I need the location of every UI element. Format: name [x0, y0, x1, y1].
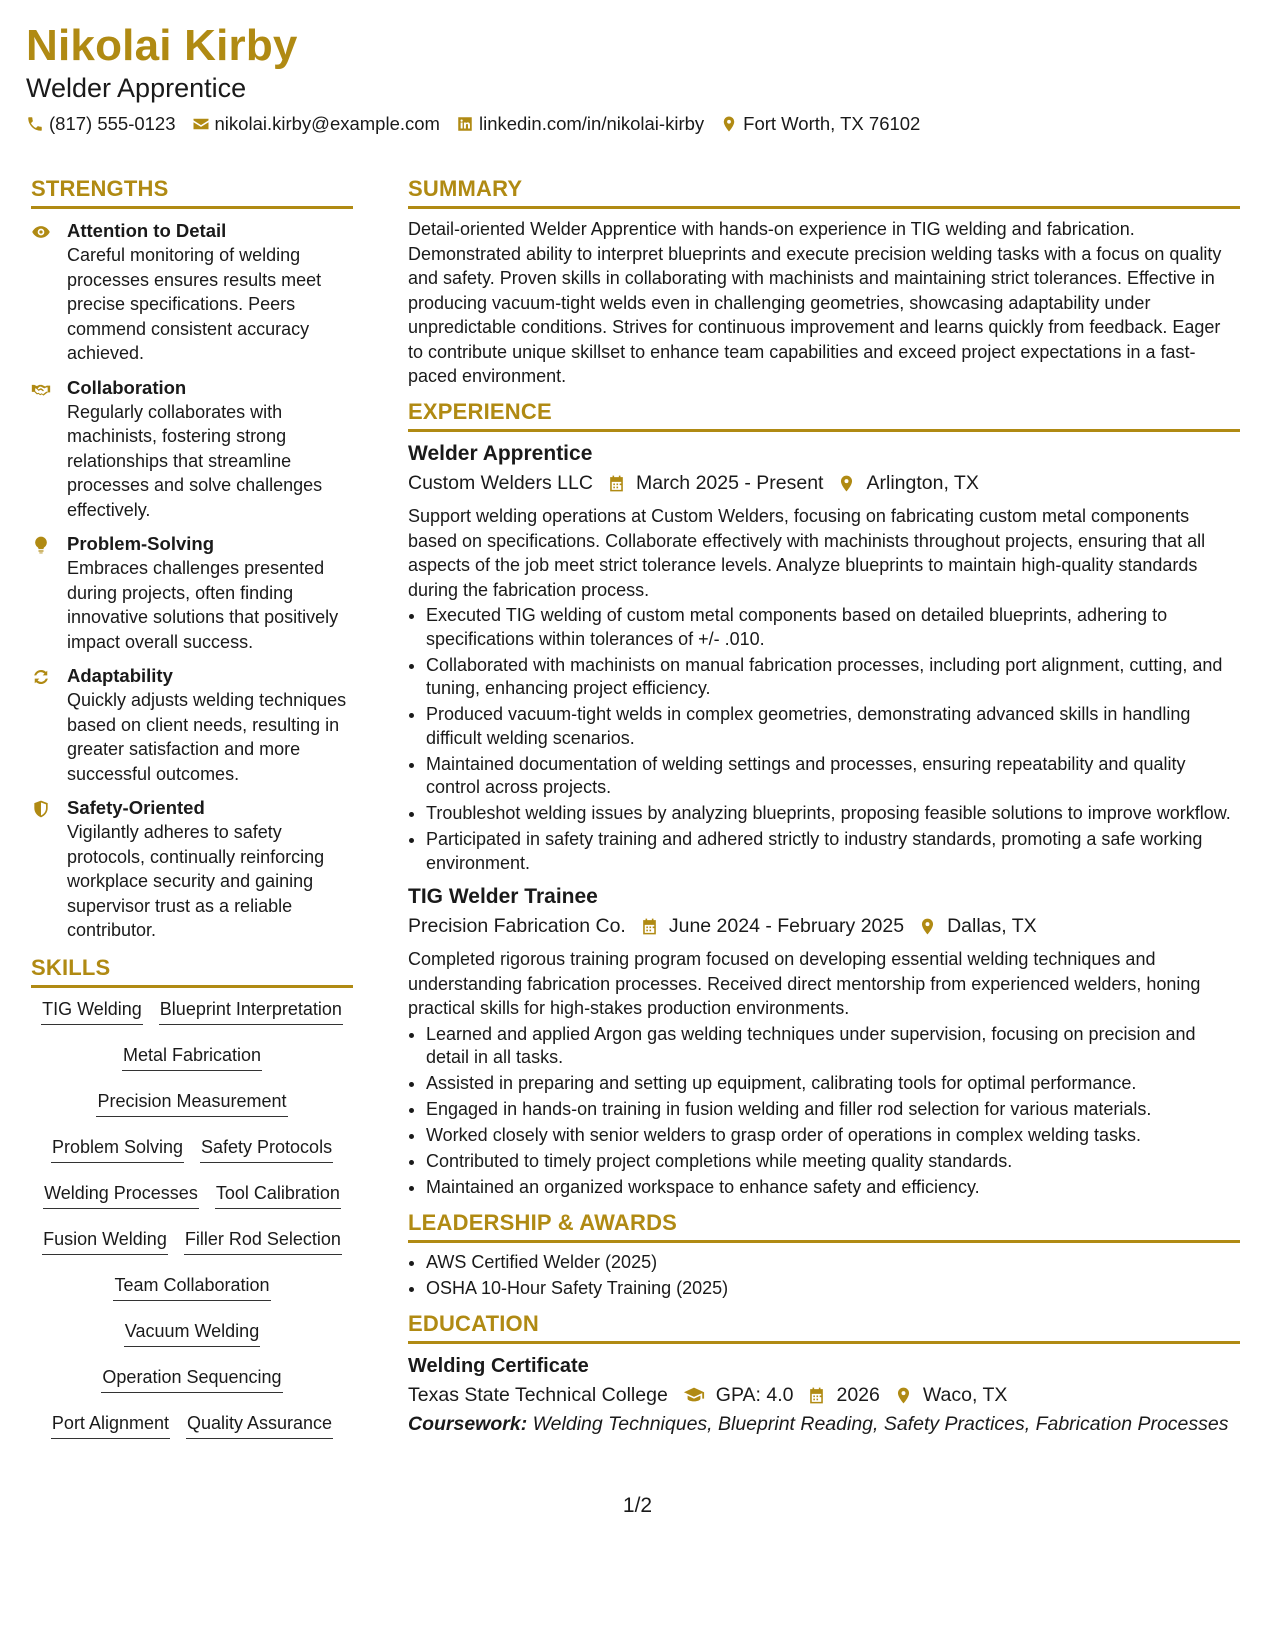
skill-tag: TIG Welding	[41, 998, 143, 1025]
strength-item	[31, 376, 353, 523]
education-heading: EDUCATION	[408, 1311, 1240, 1344]
job-meta	[408, 911, 1240, 941]
strength-item	[31, 664, 353, 786]
job-company: Precision Fabrication Co.	[408, 915, 626, 938]
edu-degree: Welding Certificate	[408, 1355, 589, 1378]
contact-bar	[26, 113, 936, 135]
skill-tag: Safety Protocols	[200, 1136, 333, 1163]
job-title: Welder Apprentice	[408, 442, 593, 466]
skill-tag: Tool Calibration	[215, 1182, 341, 1209]
job-dates: March 2025 - Present	[635, 472, 824, 495]
refresh-icon	[31, 667, 51, 687]
calendar-icon	[640, 917, 659, 936]
skills-heading: SKILLS	[31, 955, 353, 988]
skills-section	[31, 955, 353, 1458]
map-pin-icon	[720, 115, 738, 133]
map-pin-icon	[918, 917, 937, 936]
job-bullet: • Learned and applied Argon gas welding techniques under supervision, focusing on precision and detail in all tasks.	[426, 1023, 1240, 1070]
edu-year: 2026	[836, 1384, 880, 1407]
skill-tag: Vacuum Welding	[124, 1320, 260, 1347]
strength-desc: Quickly adjusts welding techniques based on client needs, resulting in greater satisfaction and more successful outcomes.	[67, 690, 347, 784]
coursework-text: Welding Techniques, Blueprint Reading, Safety Practices, Fabrication Processes	[532, 1413, 1229, 1436]
edu-school: Texas State Technical College	[408, 1384, 668, 1407]
skill-tag: Quality Assurance	[186, 1412, 333, 1439]
skill-tag: Metal Fabrication	[122, 1044, 262, 1071]
strength-title: Problem-Solving	[67, 533, 214, 555]
map-pin-icon	[837, 474, 856, 493]
skill-tag: Problem Solving	[51, 1136, 184, 1163]
summary-heading: SUMMARY	[408, 176, 1240, 209]
job-dates: June 2024 - February 2025	[668, 915, 905, 938]
contact-location	[720, 113, 920, 135]
edu-location: Waco, TX	[922, 1384, 1008, 1407]
strength-item	[31, 532, 353, 654]
leadership-section	[408, 1210, 1240, 1301]
right-column	[408, 176, 1240, 1436]
contact-email[interactable]	[192, 113, 440, 135]
edu-coursework	[408, 1412, 1240, 1436]
skill-tag: Fusion Welding	[42, 1228, 168, 1255]
strengths-section	[31, 176, 353, 943]
job-bullet: • Worked closely with senior welders to grasp order of operations in complex welding tasks.	[426, 1124, 1240, 1148]
skill-tag: Operation Sequencing	[101, 1366, 282, 1393]
job-bullet: • Participated in safety training and adhered strictly to industry standards, promoting a safe working environment.	[426, 828, 1240, 875]
job-entry	[408, 883, 1240, 1200]
job-location: Arlington, TX	[866, 472, 979, 495]
experience-heading: EXPERIENCE	[408, 399, 1240, 432]
coursework-label: Coursework:	[408, 1413, 528, 1436]
job-bullet: • Collaborated with machinists on manual fabrication processes, including port alignment, cutting, and tuning, enhancing project efficiency.	[426, 654, 1240, 701]
strengths-heading: STRENGTHS	[31, 176, 353, 209]
strength-title: Safety-Oriented	[67, 797, 205, 819]
skills-list	[31, 996, 353, 1458]
skill-tag: Port Alignment	[51, 1412, 170, 1439]
strength-title: Adaptability	[67, 665, 173, 687]
job-bullet: • Maintained an organized workspace to enhance safety and efficiency.	[426, 1176, 1240, 1200]
lightbulb-icon	[31, 535, 51, 555]
skill-tag: Team Collaboration	[113, 1274, 270, 1301]
skill-tag: Filler Rod Selection	[184, 1228, 342, 1255]
job-bullet: • Produced vacuum-tight welds in complex geometries, demonstrating advanced skills in handling difficult welding scenarios.	[426, 703, 1240, 750]
job-location: Dallas, TX	[947, 915, 1037, 938]
contact-phone[interactable]	[26, 113, 176, 135]
job-bullet: • Assisted in preparing and setting up equipment, calibrating tools for optimal performance.	[426, 1072, 1240, 1096]
candidate-role: Welder Apprentice	[26, 73, 247, 103]
summary-section	[408, 176, 1240, 389]
job-bullet: • Troubleshot welding issues by analyzing blueprints, proposing feasible solutions to improve workflow.	[426, 802, 1240, 826]
skill-tag: Precision Measurement	[96, 1090, 287, 1117]
awards-list	[408, 1251, 1240, 1301]
summary-text: Detail-oriented Welder Apprentice with hands-on experience in TIG welding and fabrication. Demonstrated ability to interpret blueprints and execute precision welding tasks with a focus on quality and safety. Proven skills in collaborating with machinists and maintaining strict tolerances. Effective in producing vacuum-tight welds even in challenging geometries, showcasing adaptability under unpredictable conditions. Strives for continuous improvement and learns quickly from feedback. Eager to contribute unique skillset to enhance team capabilities and exceed project expectations in a fast-paced environment.	[408, 219, 1222, 387]
edu-meta	[408, 1380, 1240, 1410]
strength-desc: Embraces challenges presented during projects, often finding innovative solutions that positively impact overall success.	[67, 558, 339, 652]
calendar-icon	[807, 1386, 826, 1405]
phone-icon	[26, 115, 44, 133]
shield-icon	[31, 799, 51, 819]
job-bullet: • Executed TIG welding of custom metal components based on detailed blueprints, adhering to specifications within tolerances of +/- .010.	[426, 604, 1240, 651]
job-company: Custom Welders LLC	[408, 472, 593, 495]
job-bullets	[408, 604, 1240, 875]
location-text: Fort Worth, TX 76102	[743, 113, 921, 134]
map-pin-icon	[894, 1386, 913, 1405]
skill-tag: Blueprint Interpretation	[159, 998, 343, 1025]
leadership-heading: LEADERSHIP & AWARDS	[408, 1210, 1240, 1243]
job-entry	[408, 440, 1240, 875]
strength-title: Attention to Detail	[67, 220, 227, 242]
linkedin-icon	[456, 115, 474, 133]
left-column	[31, 176, 353, 1458]
strength-desc: Vigilantly adheres to safety protocols, continually reinforcing workplace security and gaining supervisor trust as a reliable contributor.	[67, 822, 325, 941]
calendar-icon	[607, 474, 626, 493]
job-bullet: • Maintained documentation of welding settings and processes, ensuring repeatability and quality control across projects.	[426, 753, 1240, 800]
linkedin-text: linkedin.com/in/nikolai-kirby	[478, 113, 705, 134]
email-text: nikolai.kirby@example.com	[214, 113, 440, 134]
award-item: • AWS Certified Welder (2025)	[426, 1251, 1240, 1275]
page-number: 1/2	[622, 1494, 653, 1517]
eye-icon	[31, 222, 51, 242]
handshake-icon	[31, 379, 51, 399]
strength-desc: Careful monitoring of welding processes ensures results meet precise specifications. Peers commend consistent accuracy achieved.	[67, 245, 322, 364]
strength-item	[31, 796, 353, 943]
experience-section	[408, 399, 1240, 1200]
award-item: • OSHA 10-Hour Safety Training (2025)	[426, 1277, 1240, 1301]
contact-linkedin[interactable]	[456, 113, 704, 135]
education-section	[408, 1311, 1240, 1436]
strength-item	[31, 219, 353, 366]
graduation-cap-icon	[682, 1384, 706, 1406]
job-bullet: • Engaged in hands-on training in fusion welding and filler rod selection for various materials.	[426, 1098, 1240, 1122]
edu-gpa: GPA: 4.0	[715, 1384, 794, 1407]
job-description: Support welding operations at Custom Welders, focusing on fabricating custom metal components based on specifications. Collaborate effectively with machinists throughout projects, ensuring that all aspects of the job meet strict tolerance levels. Analyze blueprints to maintain high-quality standards during the fabrication process.	[408, 506, 1206, 600]
job-title: TIG Welder Trainee	[408, 885, 598, 909]
job-bullets	[408, 1023, 1240, 1200]
skill-tag: Welding Processes	[43, 1182, 199, 1209]
job-bullet: • Contributed to timely project completions while meeting quality standards.	[426, 1150, 1240, 1174]
job-meta	[408, 468, 1240, 498]
strength-desc: Regularly collaborates with machinists, fostering strong relationships that streamline processes and solve challenges effectively.	[67, 401, 323, 520]
candidate-name: Nikolai Kirby	[26, 21, 298, 70]
phone-text: (817) 555-0123	[49, 113, 176, 134]
strength-title: Collaboration	[67, 376, 187, 398]
job-description: Completed rigorous training program focused on developing essential welding techniques and understanding fabrication processes. Received direct mentorship from experienced welders, honing practical skills for high-stakes production environments.	[408, 949, 1201, 1019]
envelope-icon	[192, 115, 210, 133]
